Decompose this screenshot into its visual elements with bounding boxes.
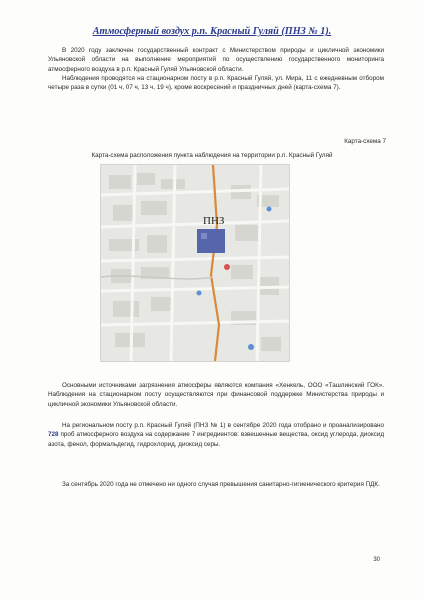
paragraph-conclusion (48, 480, 384, 489)
pin-icon (248, 344, 254, 350)
page-title: Атмосферный воздух р.п. Красный Гуляй (ПНЗ № 1). (92, 26, 332, 37)
location-map (100, 164, 290, 362)
map-title: Карта-схема расположения пункта наблюдения на территории р.п. Красный Гуляй (91, 152, 333, 159)
paragraph-samples-text (48, 421, 384, 449)
paragraph-contract (48, 46, 384, 74)
pin-icon (267, 207, 272, 212)
paragraph-samples (48, 421, 384, 449)
paragraph-contract-text: В 2020 году заключен государственный контракт с Министерством природы и цикличной экономики Ульяновской области на выполнение мероприятий по осуществлению государственного мониторинга атмосферного воздуха в р.п. Красный Гуляй Ульяновской области. (48, 47, 384, 73)
paragraph-sources (48, 381, 384, 409)
map-graphic (101, 165, 289, 361)
map-number-caption: Карта-схема 7 (344, 138, 386, 145)
page-number: 30 (373, 557, 380, 563)
paragraph-observations (48, 74, 384, 93)
station-marker (197, 229, 225, 253)
samples-text-after: проб атмосферного воздуха на содержание 7 ингредиентов: взвешенные вещества, оксид углерода, диоксид азота, фенол, формальдегид, гидрохлорид, диоксид серы. (48, 431, 384, 448)
pin-icon (197, 291, 202, 296)
samples-count: 728 (48, 431, 59, 439)
paragraph-sources-text: Основными источниками загрязнения атмосферы являются компания «Хенкель, ООО «Ташлинский ГОК». Наблюдения на стационарном посту осуществляются при финансовой поддержке Министерства природы и цикличной экономики Ульяновской области. (48, 382, 384, 408)
pin-icon (224, 264, 230, 270)
paragraph-observations-text: Наблюдения проводятся на стационарном посту в р.п. Красный Гуляй, ул. Мира, 11 с ежедневным отбором четыре раза в сутки (01 ч, 07 ч, 13 ч, 19 ч), кроме воскресений и праздничных дней (карта-схема 7). (48, 75, 384, 92)
station-label: ПНЗ (203, 215, 225, 227)
paragraph-conclusion-text: За сентябрь 2020 года не отмечено ни одного случая превышения санитарно-гигиенического критерия ПДК. (62, 481, 380, 488)
samples-text-before: На региональном посту р.п. Красный Гуляй (ПНЗ № 1) в сентябре 2020 года отобрано и проанализировано (62, 422, 384, 429)
